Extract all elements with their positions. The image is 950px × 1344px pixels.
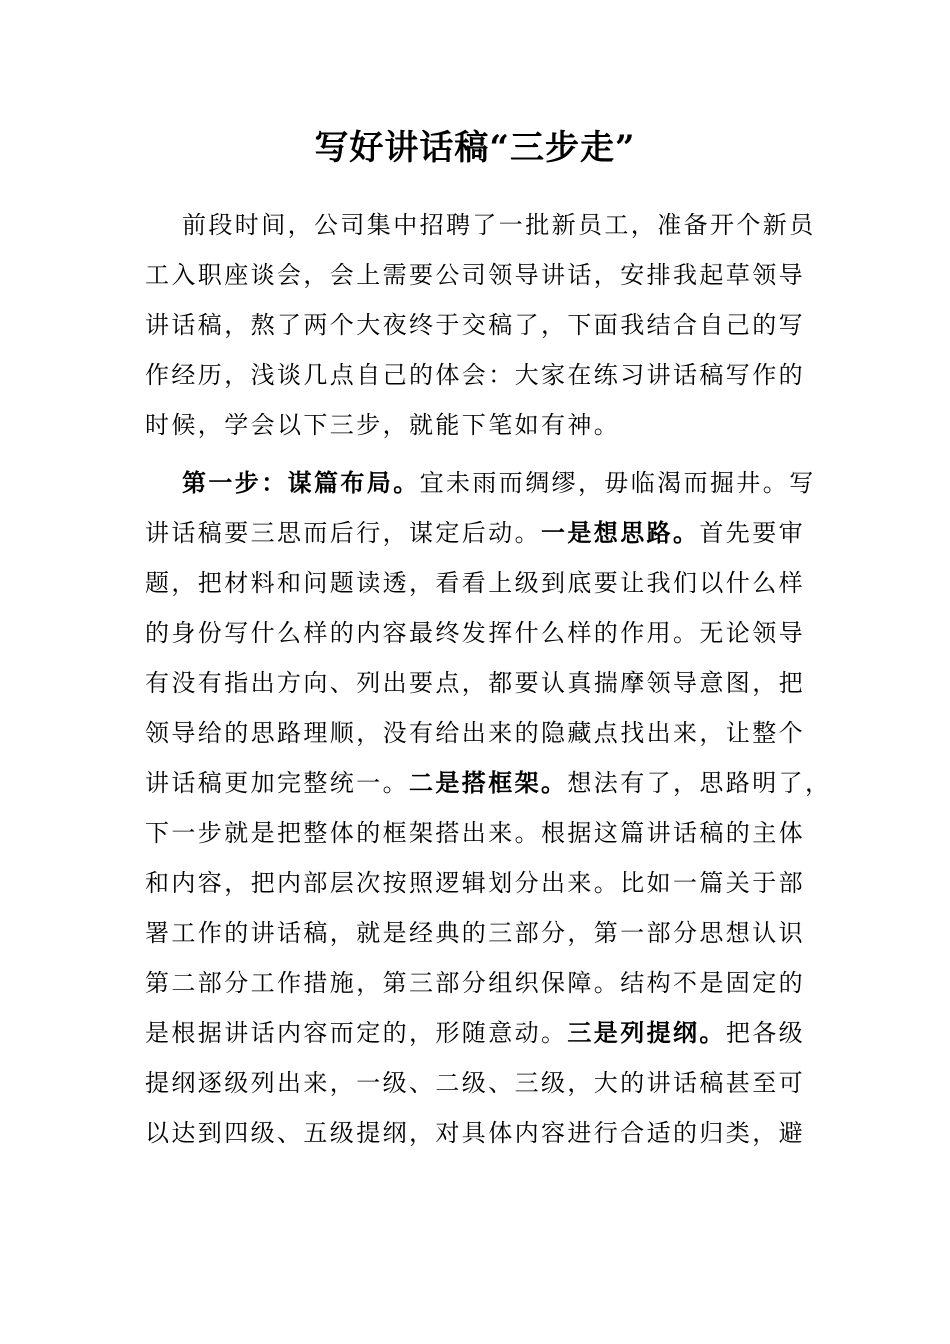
text-line: 提纲逐级列出来，一级、二级、三级，大的讲话稿甚至可 — [145, 1069, 805, 1097]
paragraph-intro — [145, 200, 835, 450]
text-line: 讲话稿，熬了两个大夜终于交稿了，下面我结合自己的写 — [145, 311, 805, 339]
text-segment: 是根据讲话内容而定的，形随意动。 — [145, 1019, 568, 1047]
text-line: 有没有指出方向、列出要点，都要认真揣摩领导意图，把 — [145, 669, 805, 697]
text-line — [145, 1008, 835, 1058]
text-line: 时候，学会以下三步，就能下笔如有神。 — [145, 411, 621, 439]
text-line — [145, 508, 835, 558]
text-line: 前段时间，公司集中招聘了一批新员工，准备开个新员 — [182, 211, 816, 239]
point-heading: 一是想思路。 — [541, 518, 700, 547]
point-heading: 三是列提纲。 — [567, 1018, 726, 1047]
text-line: 第二部分工作措施，第三部分组织保障。结构不是固定的 — [145, 969, 805, 997]
text-line: 以达到四级、五级提纲，对具体内容进行合适的归类，避 — [145, 1119, 805, 1147]
text-segment: 想法有了，思路明了， — [567, 769, 832, 797]
paragraph-step-one — [145, 458, 835, 1158]
document-title: 写好讲话稿“三步走” — [314, 128, 636, 168]
text-line: 题，把材料和问题读透，看看上级到底要让我们以什么样 — [145, 569, 805, 597]
text-segment: 首先要审 — [699, 519, 806, 547]
text-line: 署工作的讲话稿，就是经典的三部分，第一部分思想认识 — [145, 919, 805, 947]
text-line: 作经历，浅谈几点自己的体会：大家在练习讲话稿写作的 — [145, 361, 805, 389]
text-segment: 讲话稿要三思而后行，谋定后动。 — [145, 519, 541, 547]
text-line — [145, 458, 835, 508]
text-segment: 宜未雨而绸缪，毋临渴而掘井。写 — [419, 469, 816, 497]
text-line: 工入职座谈会，会上需要公司领导讲话，安排我起草领导 — [145, 261, 805, 289]
text-line: 下一步就是把整体的框架搭出来。根据这篇讲话稿的主体 — [145, 819, 805, 847]
text-line: 的身份写什么样的内容最终发挥什么样的作用。无论领导 — [145, 619, 805, 647]
point-heading: 二是搭框架。 — [409, 768, 568, 797]
text-line — [145, 758, 835, 808]
text-line: 和内容，把内部层次按照逻辑划分出来。比如一篇关于部 — [145, 869, 805, 897]
text-segment: 讲话稿更加完整统一。 — [145, 769, 409, 797]
step-heading: 第一步：谋篇布局。 — [182, 468, 420, 497]
text-line: 领导给的思路理顺，没有给出来的隐藏点找出来，让整个 — [145, 719, 805, 747]
text-segment: 把各级 — [725, 1019, 806, 1047]
